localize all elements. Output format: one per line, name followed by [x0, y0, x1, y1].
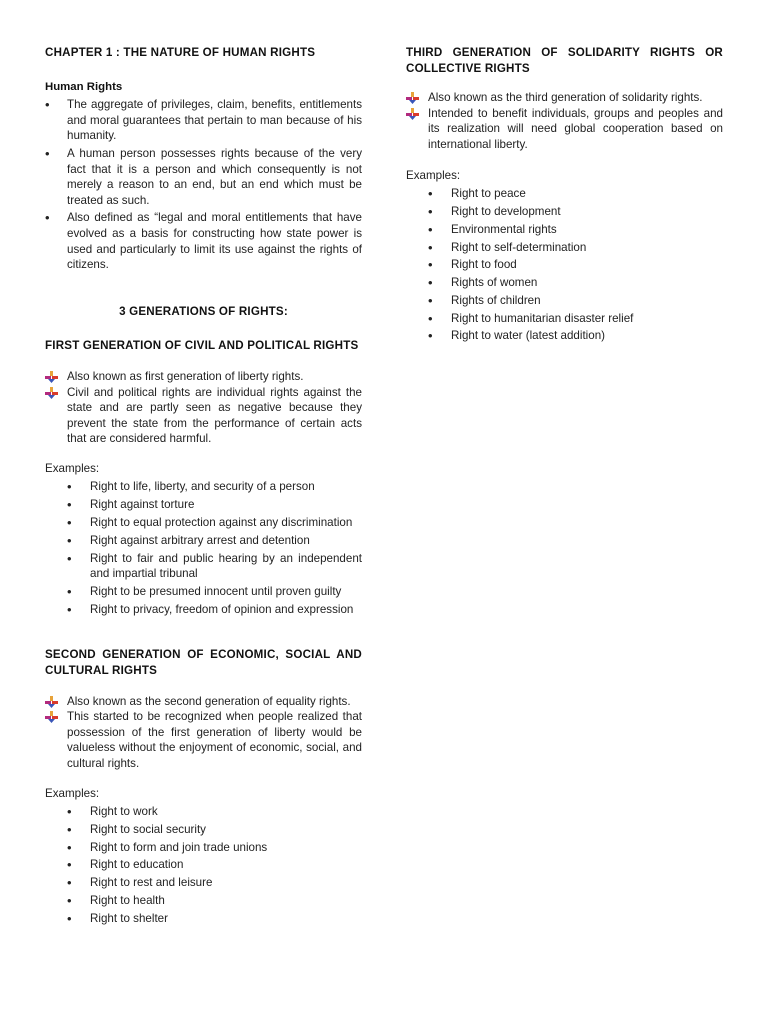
list-item: • Rights of children — [428, 293, 723, 309]
list-item: • Right to fair and public hearing by an independent and impartial tribunal — [67, 551, 362, 582]
point-text: Also known as the second generation of equality rights. — [67, 694, 351, 708]
list-item: • Right to social security — [67, 822, 362, 838]
second-gen-points — [45, 694, 362, 772]
list-item: • Also defined as “legal and moral entitlements that have evolved as a basis for constructing how state power is used and particularly to limit its use against the rights of citizens. — [45, 210, 362, 272]
point-text: Also known as the third generation of solidarity rights. — [428, 91, 703, 105]
list-item: • The aggregate of privileges, claim, benefits, entitlements and moral guarantees that pertain to man because of his humanity. — [45, 97, 362, 144]
right-column — [406, 45, 723, 346]
list-item: • Right to privacy, freedom of opinion and expression — [67, 602, 362, 618]
list-item: • Right to shelter — [67, 911, 362, 927]
left-column — [45, 45, 362, 929]
list-item — [45, 369, 362, 385]
list-item: • Right to health — [67, 893, 362, 909]
first-gen-points — [45, 369, 362, 447]
examples-label: Examples: — [406, 168, 461, 182]
second-gen-examples — [45, 804, 362, 926]
list-item — [406, 106, 723, 153]
second-gen-heading: SECOND GENERATION OF ECONOMIC, SOCIAL AND CULTURAL RIGHTS — [45, 648, 362, 677]
list-item — [45, 709, 362, 771]
list-item: • Right to education — [67, 857, 362, 873]
list-item: • Right to form and join trade unions — [67, 840, 362, 856]
human-rights-heading: Human Rights — [45, 80, 123, 93]
arrow-bullet-icon — [45, 387, 59, 399]
first-gen-examples — [45, 479, 362, 617]
list-item: • Right to equal protection against any discrimination — [67, 515, 362, 531]
list-item: • Right to development — [428, 204, 723, 220]
point-text: Civil and political rights are individual rights against the state and are partly seen as negative because they prevent the state from the performance of certain acts that are considered harmful. — [67, 385, 362, 446]
first-gen-heading: FIRST GENERATION OF CIVIL AND POLITICAL RIGHTS — [45, 339, 359, 353]
list-item — [406, 90, 723, 106]
list-item: • Right to self-determination — [428, 240, 723, 256]
list-item: • Right to be presumed innocent until proven guilty — [67, 584, 362, 600]
list-item: • Environmental rights — [428, 222, 723, 238]
list-item — [45, 694, 362, 710]
list-item: • Right to peace — [428, 186, 723, 202]
examples-label: Examples: — [45, 461, 100, 475]
point-text: This started to be recognized when people realized that possession of the first generation of liberty would be valueless without the enjoyment of economic, social, and cultural rights. — [67, 710, 362, 770]
human-rights-list — [45, 97, 362, 273]
chapter-title: CHAPTER 1 : THE NATURE OF HUMAN RIGHTS — [45, 46, 316, 59]
generations-heading: 3 GENERATIONS OF RIGHTS: — [119, 304, 288, 318]
list-item: • Right to rest and leisure — [67, 875, 362, 891]
list-item: • Right against torture — [67, 497, 362, 513]
list-item: • A human person possesses rights because of the very fact that it is a person and which consequently is not merely a reason to an end, but an end which must be treated as such. — [45, 146, 362, 208]
arrow-bullet-icon — [406, 92, 420, 104]
examples-label: Examples: — [45, 786, 100, 800]
arrow-bullet-icon — [45, 371, 59, 383]
point-text: Also known as first generation of liberty rights. — [67, 369, 304, 383]
list-item: • Right against arbitrary arrest and detention — [67, 533, 362, 549]
arrow-bullet-icon — [45, 696, 59, 708]
list-item — [45, 385, 362, 447]
point-text: Intended to benefit individuals, groups and peoples and its realization will need global cooperation based on international liberty. — [428, 106, 723, 151]
arrow-bullet-icon — [406, 108, 420, 120]
list-item: • Right to work — [67, 804, 362, 820]
third-gen-examples — [406, 186, 723, 344]
list-item: • Rights of women — [428, 275, 723, 291]
list-item: • Right to life, liberty, and security of a person — [67, 479, 362, 495]
third-gen-points — [406, 90, 723, 152]
list-item: • Right to humanitarian disaster relief — [428, 311, 723, 327]
list-item: • Right to food — [428, 257, 723, 273]
list-item: • Right to water (latest addition) — [428, 328, 723, 344]
third-gen-heading: THIRD GENERATION OF SOLIDARITY RIGHTS OR COLLECTIVE RIGHTS — [406, 46, 723, 75]
arrow-bullet-icon — [45, 711, 59, 723]
